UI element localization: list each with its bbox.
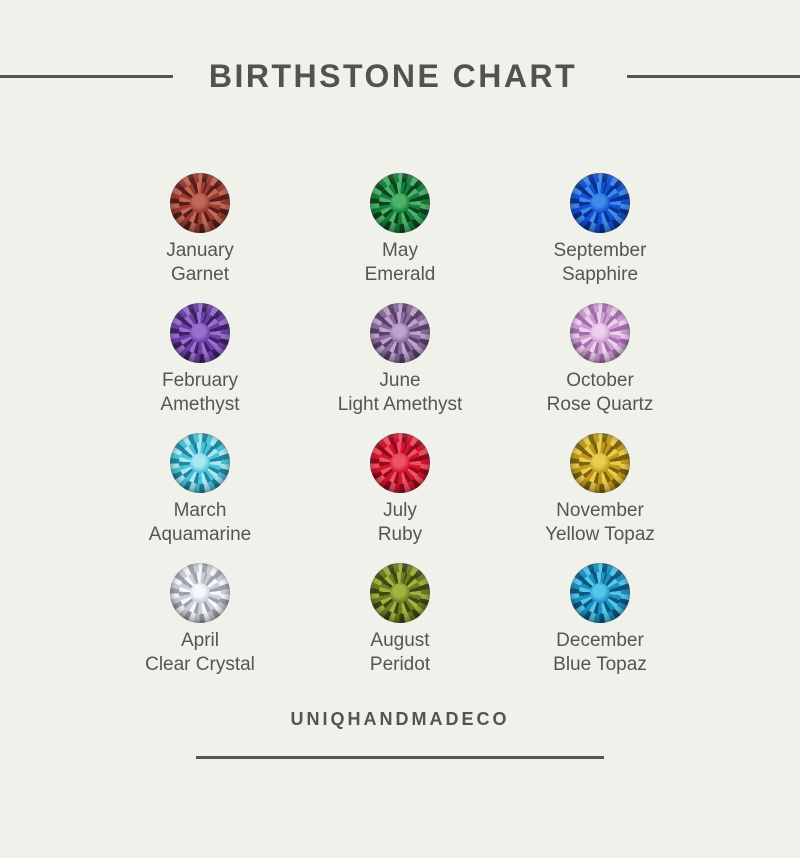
stone-card (300, 173, 500, 303)
stone-month-label: May (382, 240, 418, 261)
title-divider-right (627, 75, 800, 78)
stone-month-label: January (166, 240, 234, 261)
gem-image-emerald (370, 173, 430, 233)
stone-card (300, 563, 500, 693)
footer-divider (196, 756, 604, 759)
brand-watermark: UNIQHANDMADECO (290, 709, 510, 729)
page-footer (0, 709, 800, 759)
birthstone-chart-page (0, 58, 800, 759)
gem-image-ruby (370, 433, 430, 493)
gem-image-peridot (370, 563, 430, 623)
gem-image-yellow-topaz (570, 433, 630, 493)
stone-label (378, 499, 422, 547)
stone-month-label: July (383, 500, 417, 521)
stone-card (100, 563, 300, 693)
stone-name-label: Light Amethyst (337, 394, 463, 415)
stone-month-label: September (553, 240, 647, 261)
stone-label (166, 239, 234, 287)
stone-card (300, 303, 500, 433)
gem-image-light-amethyst (370, 303, 430, 363)
stone-label (370, 629, 430, 677)
stone-month-label: November (556, 500, 644, 521)
gem-image-clear-crystal (170, 563, 230, 623)
stone-label (545, 499, 655, 547)
page-title: BIRTHSTONE CHART (208, 58, 578, 94)
gem-image-garnet (170, 173, 230, 233)
stone-label (365, 239, 436, 287)
stone-label (554, 239, 647, 287)
stone-month-label: October (566, 370, 634, 391)
stones-grid (100, 173, 700, 693)
stone-card (500, 173, 700, 303)
stone-card (100, 433, 300, 563)
stone-name-label: Clear Crystal (145, 654, 255, 675)
stone-month-label: April (180, 630, 219, 651)
gem-image-aquamarine (170, 433, 230, 493)
stone-card (500, 303, 700, 433)
stone-card (100, 303, 300, 433)
stone-name-label: Blue Topaz (553, 654, 647, 675)
gem-image-blue-topaz (570, 563, 630, 623)
stone-label (553, 629, 647, 677)
stone-name-label: Sapphire (561, 264, 639, 285)
stone-name-label: Amethyst (160, 394, 240, 415)
stone-card (300, 433, 500, 563)
stone-name-label: Garnet (170, 264, 230, 285)
gem-image-rose-quartz (570, 303, 630, 363)
stone-month-label: December (556, 630, 644, 651)
stone-month-label: March (173, 500, 227, 521)
stone-card (500, 433, 700, 563)
stone-label (145, 629, 255, 677)
stone-name-label: Emerald (364, 264, 436, 285)
stone-month-label: August (370, 630, 430, 651)
stone-month-label: February (161, 370, 238, 391)
gem-image-amethyst (170, 303, 230, 363)
page-header (0, 58, 800, 95)
stone-name-label: Ruby (377, 524, 423, 545)
stone-card (500, 563, 700, 693)
stone-name-label: Yellow Topaz (545, 524, 655, 545)
title-divider-left (0, 75, 173, 78)
stone-card (100, 173, 300, 303)
stone-label (547, 369, 654, 417)
stone-name-label: Rose Quartz (546, 394, 654, 415)
stone-name-label: Peridot (369, 654, 431, 675)
gem-image-sapphire (570, 173, 630, 233)
stone-label (160, 369, 239, 417)
stone-month-label: June (379, 370, 421, 391)
stone-name-label: Aquamarine (148, 524, 252, 545)
stone-label (149, 499, 251, 547)
stone-label (338, 369, 463, 417)
